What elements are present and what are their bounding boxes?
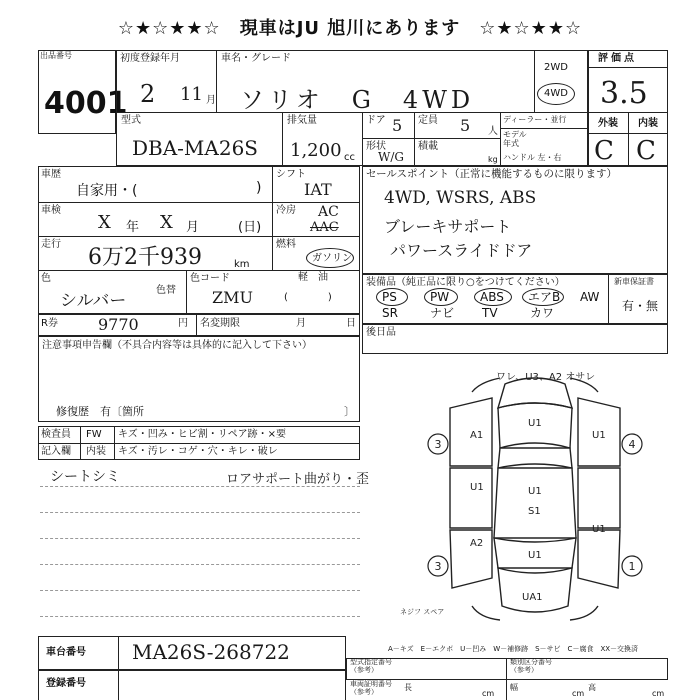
equip-airbag-circle [522,288,564,306]
equip-airbag: エアB [528,290,561,304]
wheel-left-rear: 3 [434,560,442,573]
equip-sr: SR [382,306,398,320]
inspection-year: 年 [126,220,140,235]
back-seat-label: 後日品 [366,327,396,338]
first-reg-year: 2 [140,80,156,108]
sales-points-label: セールスポイント（正常に機能するものに限ります） [366,168,618,180]
recycle-value: 9770 [98,315,139,334]
page-title: ☆★☆★★☆ 現車はJU 旭川にあります ☆★☆★★☆ [117,18,583,39]
capacity-value: 5 [460,116,471,135]
car-name-value: ソリオ G 4WD [240,86,475,114]
recorder-label: 記入欄 [41,446,71,457]
first-reg-month: 11 [180,84,203,105]
remark-lower-support: ロアサポート曲がり・歪 [226,472,370,487]
equip-pw: PW [430,290,450,304]
model-label: 型式 [121,115,141,126]
repair-close: 〕 [344,405,355,418]
equip-aw: AW [580,290,600,304]
recycle-label: R券 [41,318,58,329]
size-length: 長 [404,683,412,692]
size-height: 高 [588,683,596,692]
notes-label: 注意事項申告欄（不具合内容等は具体的に記入して下さい） [42,340,312,351]
equip-ps-circle [376,288,408,306]
capacity-label: 定員 [418,115,438,126]
equip-abs-circle [474,288,512,306]
fuel-diesel: 軽 油 [298,272,328,283]
ac-label: 冷房 [276,205,296,216]
mark-u1-bonnet: U1 [528,418,542,429]
mark-a1-left-front: A1 [470,430,484,441]
damage-legend: A－キズ E－エクボ U－凹み W－補修跡 S－サビ C－腐食 XX－交換済 [388,645,639,653]
doors-value: 5 [392,116,403,135]
mark-u1-left-door: U1 [470,482,484,493]
color-change-label: 色替 [156,285,176,296]
inspector-items: キズ・凹み・ヒビ割・リペア跡・×要 [118,429,286,440]
capacity-unit: 人 [488,126,498,137]
shape-label: 形状 [366,141,386,152]
doors-label: ドア [366,115,386,126]
equip-ps: PS [382,290,397,304]
shift-label: シフト [276,169,306,180]
history-close: ) [256,180,262,196]
score-label: 評価点 [598,53,637,64]
model-year-label: モデル 年式 [503,130,527,148]
color-code-label: 色コード [190,273,230,284]
drive-4wd: 4WD [544,88,568,99]
equip-leather: カワ [530,306,555,320]
recorder-items: キズ・汚レ・コゲ・穴・キレ・破レ [118,446,278,457]
history-label: 車歴 [41,169,61,180]
sales-point-3: パワースライドドア [390,241,533,260]
class-label: 類別区分番号 （参考） [510,658,552,674]
first-reg-month-suffix: 月 [206,95,216,106]
sales-point-2: ブレーキサポート [384,217,512,236]
load-unit: kg [488,155,498,164]
chassis-value: MA26S-268722 [132,640,290,664]
name-change-day: 日 [346,318,356,329]
mark-u1-right-front: U1 [592,430,606,441]
fuel-gas: ガソリン [312,253,352,264]
name-change-label: 名変期限 [200,318,240,329]
fuel-label: 燃料 [276,239,296,250]
mark-s1-roof: S1 [528,506,541,517]
model-spec-label: 型式指定番号 （参考） [350,658,392,674]
mark-u1-rear: U1 [528,550,542,561]
shift-value: IAT [304,180,332,199]
shape-value: W/G [378,150,404,164]
name-change-month: 月 [296,318,306,329]
color-label: 色 [41,273,51,284]
ext-label: 外装 [598,118,618,129]
remark-seat-stain: シートシミ [50,469,120,485]
fuel-paren: ( ) [284,292,332,303]
equip-tv: TV [482,306,498,320]
history-value: 自家用・( [76,183,138,199]
score-value: 3.5 [600,76,648,111]
inspector-fw: FW [86,429,102,440]
car-name-label: 車名・グレード [221,53,291,64]
equip-pw-circle [424,288,458,306]
diagram-spare: ネジフ スペア [400,608,445,616]
inspector-label: 検査員 [41,429,71,440]
lot-label: 出品番号 [40,51,72,60]
inspection-day: (日) [238,220,262,235]
equipment-label: 装備品（純正品に限り○をつけてください） [366,277,565,288]
mark-ua1-bumper: UA1 [522,592,543,603]
recycle-unit: 円 [178,318,188,329]
drive-4wd-circle [537,83,575,105]
int-label: 内装 [638,118,658,129]
mileage-value: 6万2千939 [88,245,202,270]
color-code-value: ZMU [212,288,253,307]
damage-diagram [400,368,670,630]
mark-a2-left-rear: A2 [470,538,484,549]
size-label: 車両証明番号 （参考） [350,680,392,696]
first-reg-label: 初度登録年月 [120,53,180,64]
load-label: 積載 [418,141,438,152]
inspection-month: 月 [186,220,200,235]
sales-point-1: 4WD, WSRS, ABS [384,188,537,208]
size-width: 幅 [510,683,518,692]
wheel-right-front: 4 [628,438,636,451]
size-width-unit: cm [572,689,585,698]
handle-label: ハンドル 左・右 [503,153,562,162]
displacement-value: 1,200 [290,140,342,161]
wheel-left-front: 3 [434,438,442,451]
warranty-value: 有・無 [622,299,659,313]
lot-number: 4001 [44,86,128,121]
warranty-label: 新車保証書 [614,277,654,286]
mark-u1-right-rear: U1 [592,524,606,535]
diagram-notes [400,368,606,616]
chassis-label: 車台番号 [46,647,86,658]
inspection-label: 車検 [41,205,61,216]
equip-navi: ナビ [430,306,455,320]
mileage-label: 走行 [41,239,61,250]
equip-abs: ABS [480,290,504,304]
fuel-gas-circle [306,248,354,268]
displacement-unit: cc [344,152,355,163]
wheel-right-rear: 1 [628,560,636,573]
reg-no-label: 登録番号 [46,678,86,689]
inspection-month-value: X [160,212,173,233]
repair-history: 修復歴 有〔箇所 [56,405,144,418]
spec-row [346,658,668,680]
recycle-row [38,314,360,336]
drive-2wd: 2WD [544,62,568,73]
diagram-top-note: ワレ、U3、A2 オサレ [496,372,596,383]
recorder-interior: 内装 [86,446,106,457]
inspection-year-value: X [98,212,111,233]
mark-u1-roof: U1 [528,486,542,497]
int-value: C [636,136,656,166]
ext-value: C [594,136,614,166]
size-height-unit: cm [652,689,665,698]
mileage-unit: km [234,259,250,270]
ac-value: AC [318,204,339,220]
dealer-label: ディーラー・並行 [503,115,567,124]
model-value: DBA-MA26S [132,136,259,160]
ac-sub: AAC [310,220,339,235]
back-seat-box [362,324,668,354]
size-length-unit: cm [482,689,495,698]
color-value: シルバー [60,291,127,311]
displacement-label: 排気量 [287,115,317,126]
